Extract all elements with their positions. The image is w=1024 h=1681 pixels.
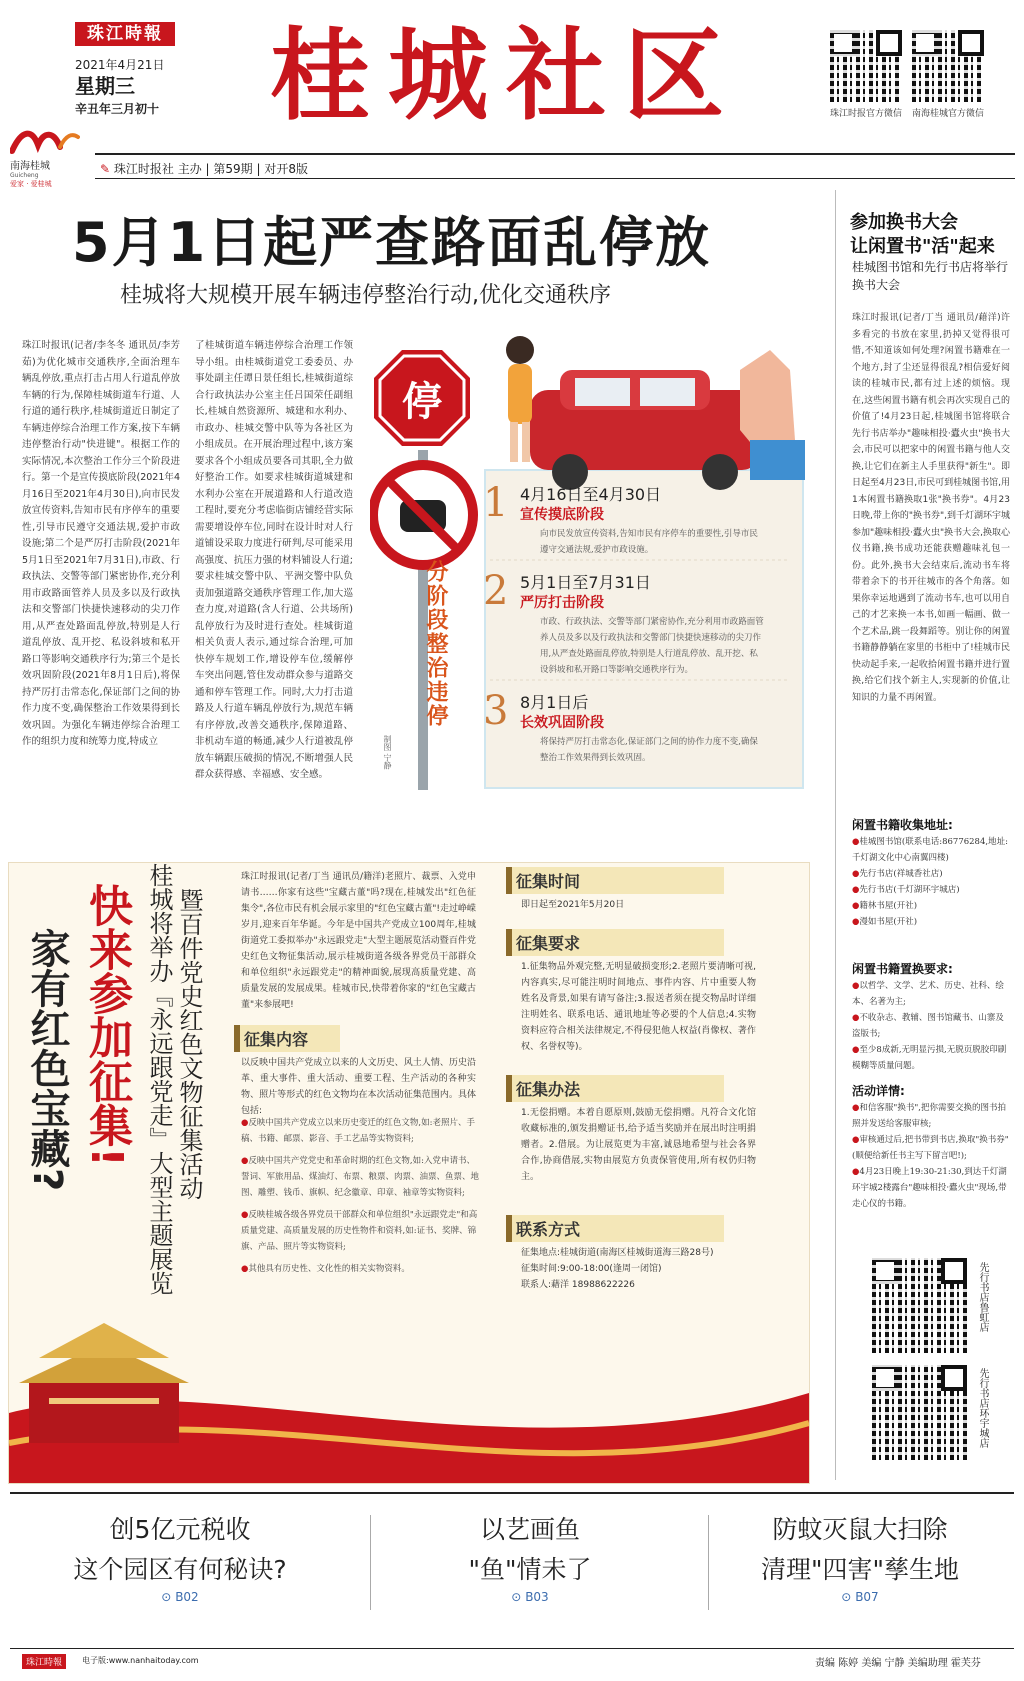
teaser-b02[interactable] (20, 1510, 340, 1604)
lead-headline: 5月1日起严查路面乱停放 (72, 211, 712, 274)
teaser-b02-page[interactable]: ⊙ B02 (161, 1590, 199, 1604)
sidebar-address-list (852, 834, 1012, 930)
requirement-item: ●不收杂志、教辅、图书馆藏书、山寨及盗版书; (852, 1013, 1004, 1039)
lead-body-col1: 珠江时报讯(记者/李冬冬 通讯员/李芳茹)为优化城市交通秩序,全面治理车辆乱停放,重点打击占用人行道乱停放车辆的行为,保障桂城街道车行道、人行道的通行秩序,桂城街道近日制定了车辆违停综合治理工作方案,按下车辆违停整治行动"快进键"。根据工作的实际情况,本次整治工作分三个阶段进行。第一个是宣传摸底阶段(2021年4月16日至2021年4月30日),向市民发放宣传资料,告知市民有序停车的重要性,引导市民遵守交通法规,爱护市政设施;第二个是严厉打击阶段(2021年5月1日至2021年7月31日),市政、行政执法、交警等部门紧密协作,充分利用市政路面管养人员及多以及行政执法和交警部门快捷快速移动的尖刀作用,从严查处路面乱停放,特别是人行道乱停放、乱开挖、私设斜坡和私开路口等影响交通秩序行为;第三个是长效巩固阶段(2021年8月1日后),将保持严厉打击常态化,保证部门之间的协作力度不变,确保整治工作效果得到长效巩固。为强化车辆违停综合治理工作的组织力度和统筹力度,特成立 (22, 340, 180, 747)
nanhai-guicheng-logo (10, 125, 80, 188)
address-item: ●桂城图书馆(联系电话:86776284,地址:千灯湖文化中心南翼四楼) (852, 837, 1008, 863)
feature-question-title: 家有红色宝藏? (24, 928, 70, 1192)
qr-label-bookstore-1: 先行书店鲁虹店 (977, 1262, 988, 1332)
time-text: 即日起至2021年5月20日 (521, 900, 625, 910)
newspaper-logo: 珠江時報 (75, 22, 175, 46)
sidebar-details-list (852, 1100, 1012, 1212)
teaser-b02-line1: 创5亿元税收 (109, 1515, 251, 1544)
issue-date: 2021年4月21日 (75, 58, 165, 72)
sidebar-title-1: 参加换书大会 (850, 212, 958, 233)
contact-line: 征集地点:桂城街道(南海区桂城街道海三路28号) (521, 1248, 714, 1258)
sidebar-details-heading: 活动详情: (852, 1084, 905, 1098)
staging-infographic (370, 330, 805, 810)
sidebar-body: 珠江时报讯(记者/丁当 通讯员/藉洋)许多看完的书放在家里,扔掉又觉得很可惜,不知道该如何处理?闲置书籍难在一个地方,封了尘还显得很乱?相信爱好阅读的桂城市民,都有过上述的烦恼。现在,这些闲置书籍有机会再次实现自己的价值了!4月23日起,桂城图书馆将联合先行书店举办"趣味相投·蠹火虫"换书大会,市民可以把家中的闲置书籍与他人交换,让它们在新主人手里获得"新生"。即日起至4月23日,市民可到桂城图书馆,用1本闲置书籍换取1张"换书券"。4月23日晚,带上你的"换书券",到千灯湖环宇城参加"趣味相投·蠹火虫"换书大会,换取心仪书籍,换书成功还能获赠趣味礼包一份。此外,换书大会结束后,流动书车将带着余下的书开往城市的各个角落。如果你幸运地遇到了流动书车,也可以用自己的才艺来换一本书,如画一幅画、做一个艺术品,跳一段舞蹈等。别让你的闲置书籍静静躺在家里的书柜中了!桂城市民快动起手来,一起收拾闲置书籍并进行置换,给它们找个新主人,实现新的价值,让知识的力量不再闲置。 (852, 313, 1010, 703)
teaser-divider (370, 1515, 371, 1610)
feather-icon: ✎ (100, 162, 111, 176)
stage-1-number: 1 (483, 480, 509, 526)
qr-code-zhujiang (830, 30, 902, 102)
brand-name: 南海桂城 (10, 161, 50, 172)
stage-2-title: 严厉打击阶段 (520, 595, 604, 611)
footer-logo: 珠江時報 (22, 1654, 66, 1669)
sidebar-subtitle: 桂城图书馆和先行书店将举行换书大会 (852, 260, 1009, 292)
address-item: ●籍林书屋(开社) (852, 901, 918, 911)
column-divider (835, 190, 836, 1480)
masthead-rule (95, 153, 1015, 155)
content-item: ●反映中国共产党成立以来历史变迁的红色文物,如:老照片、手稿、书籍、邮票、影音、手工艺品等实物资料; (241, 1118, 475, 1144)
teaser-b07-line2: 清理"四害"孳生地 (761, 1555, 959, 1584)
detail-item: ●和信客服"换书",把你需要交换的图书拍照并发送给客服审核; (852, 1103, 1006, 1129)
content-item-list (241, 1115, 481, 1277)
footer-website[interactable]: 电子版:www.nanhaitoday.com (82, 1656, 199, 1665)
requirement-item: ●以哲学、文学、艺术、历史、社科、绘本、名著为主; (852, 981, 1004, 1007)
stage-1-title: 宣传摸底阶段 (520, 507, 604, 523)
sidebar-requirements-list (852, 978, 1012, 1074)
contact-line: 征集时间:9:00-18:00(逢周一闭馆) (521, 1264, 662, 1274)
method-text: 1.无偿捐赠。本着自愿原则,鼓励无偿捐赠。凡符合文化馆收藏标准的,颁发捐赠证书,给予适当奖励并在展出时注明捐赠者。2.借展。为让展览更为丰富,诚恳地希望与社会各界合作,协商借展,实物由展览方负责保管使用,所有权仍归物主。 (521, 1108, 756, 1182)
stage-3-title: 长效巩固阶段 (520, 715, 604, 731)
lunar-date: 辛丑年三月初十 (75, 102, 160, 116)
sidebar-address-heading: 闲置书籍收集地址: (852, 818, 953, 832)
feature-subtitle: 桂城将举办『永远跟党走』大型主题展览 (145, 863, 173, 1295)
red-relic-feature (8, 862, 810, 1484)
stop-sign-text: 停 (402, 378, 442, 425)
contact-line: 联系人:藉洋 18988622226 (521, 1280, 635, 1290)
requirement-heading: 征集要求 (506, 929, 724, 956)
lead-subhead: 桂城将大规模开展车辆违停整治行动,优化交通秩序 (120, 283, 611, 308)
teaser-b03-line2: "鱼"情未了 (468, 1555, 592, 1584)
teaser-b03-page[interactable]: ⊙ B03 (511, 1590, 549, 1604)
brand-sub: Guicheng (10, 172, 39, 179)
content-heading: 征集内容 (234, 1025, 340, 1052)
requirement-text: 1.征集物品外观完整,无明显破损变形;2.老照片要清晰可视,内容真实,尽可能注明时间地点、事件内容、片中重要人物姓名及背景,如果有请写备注;3.报送者须在提交物品时详细注明姓名、联系电话、通讯地址等必要的个人信息;4.实物资料应符合相关法律规定,不得侵犯他人权益(肖像权、著作权、名誉权等)。 (521, 962, 756, 1052)
qr-label-zhujiang: 珠江时报官方微信 (829, 109, 902, 119)
qr-code-guicheng (912, 30, 984, 102)
qr-code-bookstore-1 (872, 1258, 967, 1353)
content-item: ●反映中国共产党党史和革命时期的红色文物,如:入党申请书、誓词、军旅用品、煤油灯、布票、粮票、肉票、油票、鱼票、地图、雕塑、钱币、旗帜、纪念徽章、印章、袖章等实物资料; (241, 1156, 480, 1198)
stage-1-desc: 向市民发放宣传资料,告知市民有序停车的重要性,引导市民遵守交通法规,爱护市政设施。 (540, 529, 758, 555)
teaser-top-rule (10, 1492, 1014, 1494)
teaser-b07[interactable] (710, 1510, 1010, 1604)
lead-body-col2: 了桂城街道车辆违停综合治理工作领导小组。由桂城街道党工委委员、办事处副主任谭日景任组长,桂城街道综合行政执法办公室主任吕国荣任副组长,桂城自然资源所、城建和水利办、市政办、桂城交警中队等为各社区为小组成员。在开展治理过程中,该方案要求各个小组成员要各司其职,全力做好整治工作。如要求桂城街道城建和水利办公室在开展道路和人行道改造工程时,要充分考虑临街店铺经营实际需要增设停车位,同时在设计时对人行道铺设采取力度进行研判,尽可能采用高强度、抗压力强的材料铺设人行道;要求桂城交警中队、平洲交警中队负责加强道路交通秩序管理工作,加大巡查力度,对道路(含人行道、公共场所)乱停放行为及时进行查处。桂城街道相关负责人表示,通过综合治理,可加快停车规划工作,增设停车位,缓解停车突出问题,管住发动群众参与道路交通和停车管理工作。同时,大力打击道路及人行道车辆乱停放行为,规范车辆有序停放,改善交通秩序,保障道路、非机动车道的畅通,减少人行道被乱停放车辆跟压破损的情况,不断增强人民群众获得感、幸福感、安全感。 (195, 340, 353, 780)
qr-code-bookstore-2 (872, 1365, 967, 1460)
address-item: ●先行书店(祥城香社店) (852, 869, 943, 879)
teaser-divider (708, 1515, 709, 1610)
teaser-b03[interactable] (380, 1510, 680, 1604)
stage-1-date: 4月16日至4月30日 (520, 485, 662, 504)
footer-rule (10, 1648, 1014, 1649)
requirement-item: ●至少8成新,无明显污损,无脱页脱胶印刷模糊等质量问题。 (852, 1045, 1007, 1071)
stage-2-date: 5月1日至7月31日 (520, 573, 651, 592)
contact-heading: 联系方式 (506, 1215, 724, 1242)
page-arrow-icon: ⊙ (841, 1590, 852, 1604)
page-arrow-icon: ⊙ (511, 1590, 522, 1604)
stage-2-desc: 市政、行政执法、交警等部门紧密协作,充分利用市政路面管养人员及多以及行政执法和交警部门快捷快速移动的尖刀作用,从严查处路面乱停放,特别是人行道乱停放、乱开挖、私设斜坡和私开路口等影响交通秩序行为。 (540, 617, 764, 675)
contact-list (521, 1245, 771, 1293)
stage-3-date: 8月1日后 (520, 693, 589, 712)
brand-slogan: 爱家 · 爱桂城 (10, 180, 52, 188)
infographic-vertical-title: 分阶段整治违停 (423, 560, 448, 728)
teaser-b02-line2: 这个园区有何秘诀? (73, 1555, 287, 1584)
detail-item: ●审核通过后,把书带到书店,换取"换书券"(顺便给新任书主写下留言吧!); (852, 1135, 1009, 1161)
stage-3-desc: 将保持严厉打击常态化,保证部门之间的协作力度不变,确保整治工作效果得到长效巩固。 (540, 737, 758, 763)
masthead-title: 桂城社区 (270, 16, 742, 134)
teaser-b07-page[interactable]: ⊙ B07 (841, 1590, 879, 1604)
infographic-credit: 制图 宁静 (383, 735, 392, 770)
address-item: ●漫如书屋(开社) (852, 917, 918, 927)
detail-item: ●4月23日晚上19:30-21:30,到达千灯湖环宇城2楼露台"趣味相投·蠹火虫"现场,带走心仪的书籍。 (852, 1167, 1007, 1209)
footer-editors: 责编 陈婷 美编 宁静 美编助理 霍芙芬 (815, 1658, 981, 1669)
feature-intro: 珠江时报讯(记者/丁当 通讯员/籍洋)老照片、裁票、入党申请书……你家有这些"宝藏古董"吗?现在,桂城发出"红色征集令",各位市民有机会展示家里的"红色宝藏古董"!走过峥嵘岁月,迎来百年华诞。今年是中国共产党成立100周年,桂城街道党工委拟举办"永远跟党走"大型主题展览活动暨百件党史红色文物征集活动,展示桂城街道各级各界党员干部群众和单位组织"永远跟党走"的精神面貌,展现高质量党建、高质量发展的发展成果。桂城市民,快带着你家的"红色宝藏古董"来参展吧! (241, 872, 476, 1010)
qr-label-guicheng: 南海桂城官方微信 (911, 109, 984, 119)
stage-2-number: 2 (483, 568, 509, 614)
info-rule (95, 178, 1015, 179)
tiananmen-decoration (9, 1303, 809, 1483)
stage-3-number: 3 (483, 688, 509, 734)
feature-main-title: 快来参加征集! (81, 883, 132, 1168)
feature-subtitle-2: 暨百件党史红色文物征集活动 (175, 888, 203, 1200)
time-heading: 征集时间 (506, 867, 724, 894)
teaser-b07-line1: 防蚊灭鼠大扫除 (772, 1515, 948, 1544)
qr-label-bookstore-2: 先行书店环宇城店 (977, 1368, 988, 1448)
content-item: ●反映桂城各级各界党员干部群众和单位组织"永远跟党走"和高质量党建、高质量发展的历史性物件和资料,如:证书、奖牌、锦旗、产品、照片等实物资料; (241, 1210, 478, 1252)
content-item: ●其他具有历史性、文化性的相关实物资料。 (241, 1264, 410, 1274)
method-heading: 征集办法 (506, 1075, 724, 1102)
sidebar-title-2: 让闲置书"活"起来 (850, 236, 995, 257)
weekday: 星期三 (75, 74, 135, 98)
content-text: 以反映中国共产党成立以来的人文历史、风土人情、历史沿革、重大事件、重大活动、重要工程、生产活动的各种实物、照片等形式的红色文物均在本次活动征集范围内。具体包括: (241, 1058, 476, 1116)
page-arrow-icon: ⊙ (161, 1590, 172, 1604)
publisher-info: 珠江时报社 主办 | 第59期 | 对开8版 (113, 162, 308, 176)
sidebar-requirements-heading: 闲置书籍置换要求: (852, 962, 953, 976)
brand-swoosh-icon (10, 125, 80, 155)
teaser-b03-line1: 以艺画鱼 (479, 1515, 580, 1544)
info-bar (100, 160, 308, 177)
address-item: ●先行书店(千灯湖环宇城店) (852, 885, 960, 895)
